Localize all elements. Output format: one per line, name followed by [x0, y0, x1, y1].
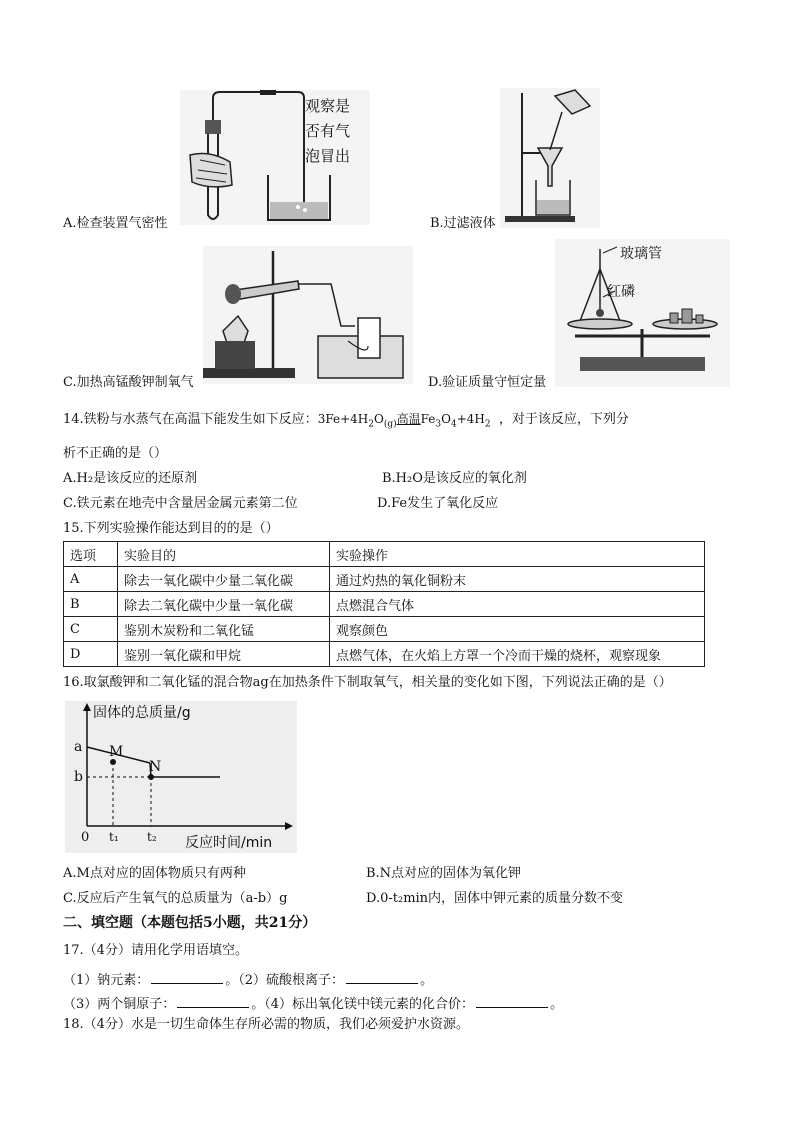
- table-cell: 除去一氧化碳中少量二氧化碳: [118, 567, 330, 592]
- table-cell: C: [64, 617, 118, 642]
- x-axis-label: 反应时间/min: [185, 835, 273, 851]
- eq-condition: 高温: [396, 412, 421, 426]
- table-cell: 通过灼热的氧化铜粉末: [330, 567, 705, 592]
- q16-option-a: A.M点对应的固体物质只有两种: [63, 866, 246, 881]
- table-cell: 点燃气体，在火焰上方罩一个冷而干燥的烧杯，观察现象: [330, 642, 705, 667]
- table-cell: 除去二氧化碳中少量一氧化碳: [118, 592, 330, 617]
- q14-stem-line2: 析不正确的是（）: [63, 446, 168, 461]
- q14-option-d: D.Fe发生了氧化反应: [377, 496, 499, 511]
- figure-d-caption: D.验证质量守恒定量: [428, 375, 547, 390]
- q14-option-c: C.铁元素在地壳中含量居金属元素第二位: [63, 496, 298, 511]
- eq-h: +4H: [456, 412, 485, 426]
- table-cell: 鉴别木炭粉和二氧化锰: [118, 617, 330, 642]
- q14-intro: 14.铁粉与水蒸气在高温下能发生如下反应：: [63, 412, 318, 427]
- origin-label: 0: [81, 830, 90, 845]
- q15-stem: 15.下列实验操作能达到目的的是（）: [63, 521, 279, 536]
- x-tick-t1: t₁: [109, 830, 119, 844]
- table-header-cell: 选项: [64, 542, 118, 567]
- q17-blank-3[interactable]: [177, 994, 249, 1008]
- q16-option-b: B.N点对应的固体为氧化钾: [366, 866, 522, 881]
- q17-part4-label: 。（4）标出氧化镁中镁元素的化合价：: [251, 997, 475, 1012]
- table-row: [64, 592, 705, 617]
- table-cell: A: [64, 567, 118, 592]
- figure-a-note-1: 观察是: [305, 97, 351, 115]
- table-cell: 点燃混合气体: [330, 592, 705, 617]
- point-m-label: M: [109, 744, 124, 760]
- eq-sub: 2: [368, 419, 374, 430]
- table-row: [64, 617, 705, 642]
- table-cell: 鉴别一氧化碳和甲烷: [118, 642, 330, 667]
- y-axis-label: 固体的总质量/g: [93, 705, 191, 721]
- table-row: [64, 567, 705, 592]
- table-header-cell: 实验目的: [118, 542, 330, 567]
- q17-part1-label: （1）钠元素：: [63, 973, 150, 988]
- figure-a-caption: A.检查装置气密性: [63, 216, 168, 231]
- q17-blank-4[interactable]: [476, 994, 548, 1008]
- figure-b-filtration: [500, 88, 600, 228]
- q17-part2-label: 。（2）硫酸根离子：: [225, 973, 345, 988]
- figure-c-caption: C.加热高锰酸钾制氧气: [63, 375, 194, 390]
- q17-stem: 17.（4分）请用化学用语填空。: [63, 943, 248, 958]
- q17-line1: [63, 970, 433, 989]
- q14-equation: [317, 412, 491, 430]
- eq-sub: 4: [451, 419, 457, 430]
- figure-b-caption: B.过滤液体: [430, 216, 496, 231]
- figure-d-label-phosphorus: 红磷: [607, 284, 635, 300]
- q14-option-b: B.H₂O是该反应的氧化剂: [382, 471, 527, 486]
- q14-stem-line1: [63, 411, 629, 432]
- q16-option-c: C.反应后产生氧气的总质量为（a-b）g: [63, 891, 288, 906]
- table-cell: B: [64, 592, 118, 617]
- q15-table: [63, 541, 705, 667]
- q14-option-a: A.H₂是该反应的还原剂: [63, 471, 198, 486]
- table-row: [64, 642, 705, 667]
- eq-state: (g): [383, 419, 397, 430]
- y-tick-a: a: [74, 739, 83, 755]
- eq-sub: 2: [484, 419, 491, 430]
- point-n-label: N: [149, 759, 162, 775]
- table-cell: 观察颜色: [330, 617, 705, 642]
- q17-blank-1[interactable]: [151, 970, 223, 984]
- q17-end-2: 。: [550, 997, 564, 1012]
- x-tick-t2: t₂: [147, 830, 157, 844]
- table-cell: D: [64, 642, 118, 667]
- eq-reactant: 3Fe+4H: [317, 412, 369, 426]
- eq-product: Fe: [420, 412, 436, 426]
- q17-part3-label: （3）两个铜原子：: [63, 997, 176, 1012]
- q16-option-d: D.0-t₂min内，固体中钾元素的质量分数不变: [366, 891, 624, 906]
- q16-stem: 16.取氯酸钾和二氧化锰的混合物ag在加热条件下制取氧气，相关量的变化如下图，下列说法正确的是（）: [63, 675, 672, 690]
- figure-a-note-3: 泡冒出: [305, 147, 351, 165]
- section-2-title: 二、填空题（本题包括5小题，共21分）: [63, 915, 317, 931]
- figure-c-heating: [203, 246, 413, 384]
- q17-end-1: 。: [420, 973, 434, 988]
- table-header-cell: 实验操作: [330, 542, 705, 567]
- q17-blank-2[interactable]: [346, 970, 418, 984]
- q14-tail: ，对于该反应，下列分: [498, 412, 629, 427]
- y-tick-b: b: [74, 769, 83, 785]
- table-header-row: [64, 542, 705, 567]
- figure-d-label-tube: 玻璃管: [620, 246, 662, 262]
- figure-a-note-2: 否有气: [305, 122, 351, 140]
- q17-line2: [63, 994, 563, 1013]
- eq-sub: 3: [435, 419, 442, 430]
- q18-stem: 18.（4分）水是一切生命体生存所必需的物质，我们必须爱护水资源。: [63, 1017, 469, 1032]
- eq-o: O: [373, 412, 384, 426]
- q16-chart: [65, 701, 297, 853]
- eq-o: O: [441, 412, 451, 426]
